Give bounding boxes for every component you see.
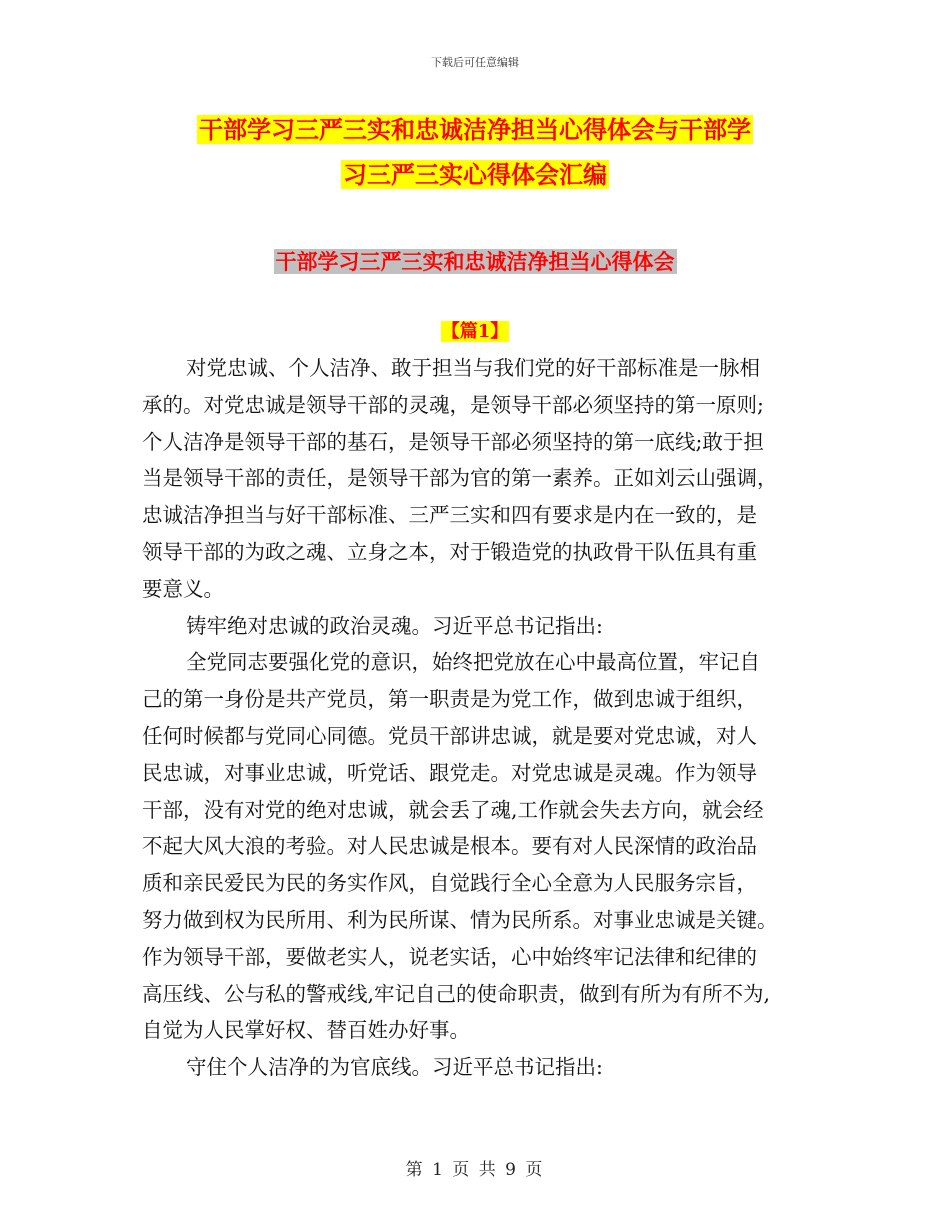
title-line-2-text: 习三严三实心得体会汇编	[343, 160, 607, 189]
body-line: 任何时候都与党同心同德。党员干部讲忠诚，就是要对党忠诚，对人	[142, 723, 757, 748]
body-line: 质和亲民爱民为民的务实作风，自觉践行全心全意为人民服务宗旨，	[142, 871, 757, 896]
body-line: 个人洁净是领导干部的基石，是领导干部必须坚持的第一底线;敢于担	[142, 429, 764, 454]
part-label-text: 【篇1】	[441, 321, 509, 342]
body-text	[142, 350, 806, 1086]
body-line: 承的。对党忠诚是领导干部的灵魂，是领导干部必须坚持的第一原则;	[142, 392, 764, 417]
body-line: 努力做到权为民所用、利为民所谋、情为民所系。对事业忠诚是关键。	[142, 907, 778, 932]
body-line: 当是领导干部的责任，是领导干部为官的第一素养。正如刘云山强调，	[142, 466, 778, 491]
body-line: 全党同志要强化党的意识，始终把党放在心中最高位置，牢记自	[186, 650, 760, 675]
body-line: 干部，没有对党的绝对忠诚，就会丢了魂,工作就会失去方向，就会经	[142, 797, 764, 822]
page-footer: 第 1 页 共 9 页	[405, 1160, 545, 1180]
body-line: 守住个人洁净的为官底线。习近平总书记指出:	[186, 1055, 603, 1080]
body-line: 自觉为人民掌好权、替百姓办好事。	[142, 1018, 470, 1043]
part-label	[0, 318, 950, 346]
body-line: 领导干部的为政之魂、立身之本，对于锻造党的执政骨干队伍具有重	[142, 539, 757, 564]
title-line-1-text: 干部学习三严三实和忠诚洁净担当心得体会与干部学	[199, 115, 751, 144]
header-note: 下载后可任意编辑	[431, 56, 519, 69]
body-line: 要意义。	[142, 576, 224, 601]
document-title-line-1	[0, 113, 950, 147]
body-line: 不起大风大浪的考验。对人民忠诚是根本。要有对人民深情的政治品	[142, 834, 757, 859]
body-line: 民忠诚，对事业忠诚，听党话、跟党走。对党忠诚是灵魂。作为领导	[142, 760, 757, 785]
body-line: 忠诚洁净担当与好干部标准、三严三实和四有要求是内在一致的，是	[142, 503, 757, 528]
section-heading-text: 干部学习三严三实和忠诚洁净担当心得体会	[275, 249, 675, 274]
body-line: 铸牢绝对忠诚的政治灵魂。习近平总书记指出:	[186, 613, 603, 638]
document-title-line-2	[0, 158, 950, 192]
body-line: 己的第一身份是共产党员，第一职责是为党工作，做到忠诚于组织，	[142, 687, 757, 712]
body-line: 高压线、公与私的警戒线,牢记自己的使命职责，做到有所为有所不为,	[142, 981, 771, 1006]
section-heading	[0, 246, 950, 278]
body-line: 作为领导干部，要做老实人，说老实话，心中始终牢记法律和纪律的	[142, 944, 757, 969]
body-line: 对党忠诚、个人洁净、敢于担当与我们党的好干部标准是一脉相	[186, 356, 760, 380]
